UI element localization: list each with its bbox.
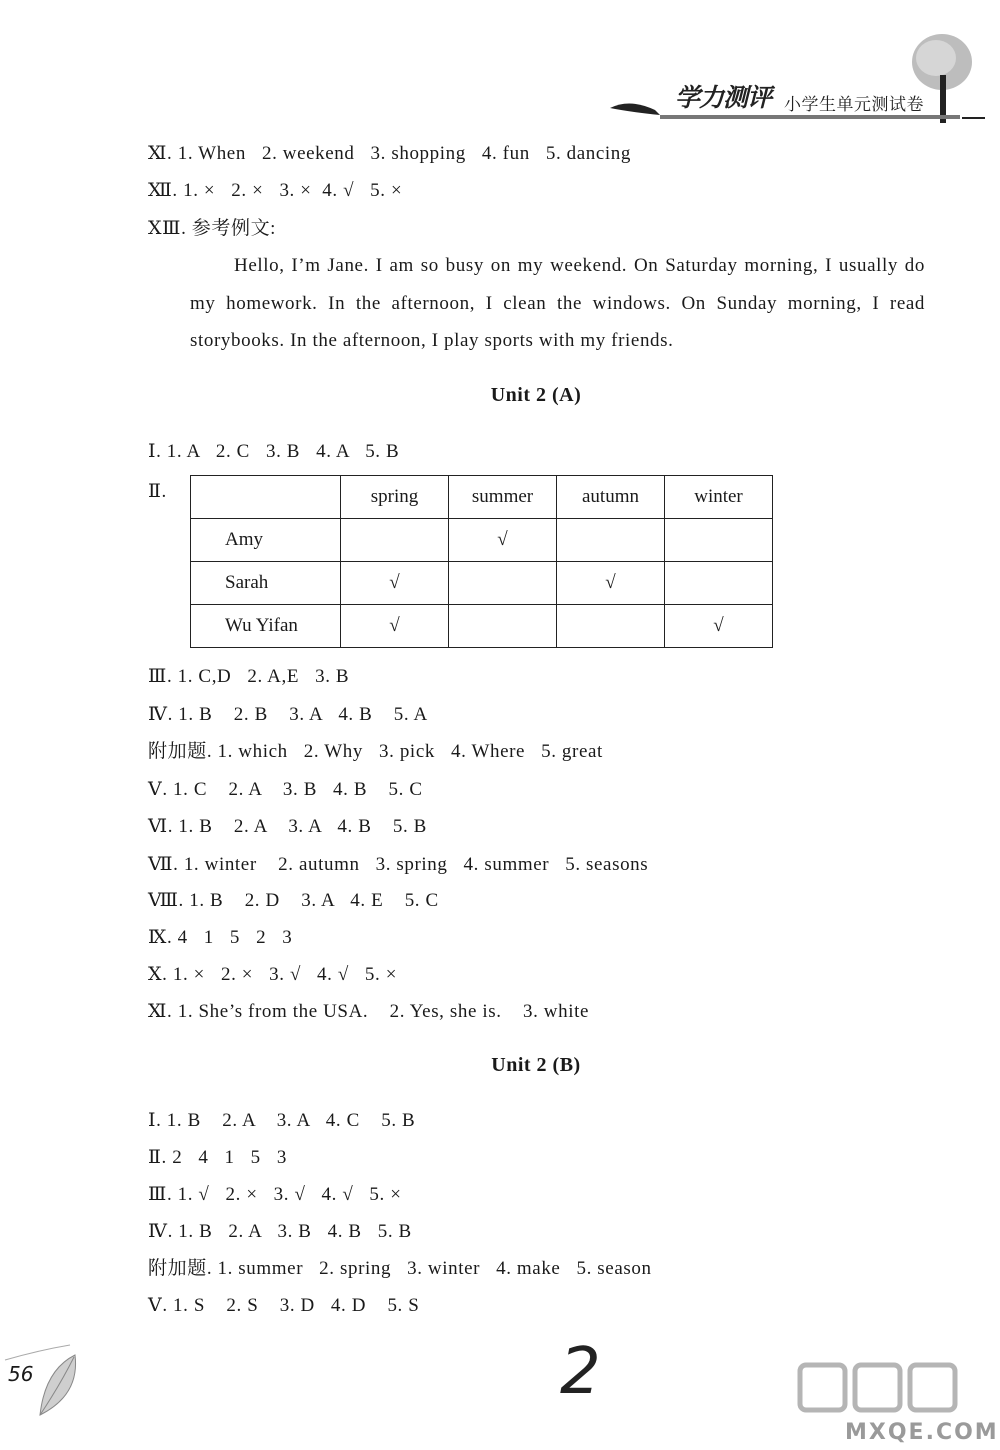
- unit-title-2a: Unit 2 (A): [490, 384, 582, 406]
- table-cell: √: [341, 562, 449, 605]
- header-logo: [600, 20, 990, 130]
- table-cell: √: [665, 605, 773, 648]
- table-label: Ⅱ.: [148, 481, 167, 502]
- answer-line: Ⅱ. 2 4 1 5 3: [148, 1146, 287, 1168]
- answer-line: Ⅺ. 1. When 2. weekend 3. shopping 4. fun 5. dancing: [148, 142, 632, 164]
- handwritten-mark: 2: [560, 1335, 601, 1409]
- unit-title-2b: Unit 2 (B): [491, 1054, 581, 1076]
- answer-line: 附加题. 1. which 2. Why 3. pick 4. Where 5. great: [148, 740, 603, 762]
- row-name: Wu Yifan: [191, 605, 341, 648]
- answer-line: Ⅶ. 1. winter 2. autumn 3. spring 4. summer 5. seasons: [148, 853, 649, 875]
- table-cell: [449, 605, 557, 648]
- table-cell: [557, 605, 665, 648]
- table-cell: √: [341, 605, 449, 648]
- table-row: [191, 562, 773, 605]
- answer-line: Ⅵ. 1. B 2. A 3. A 4. B 5. B: [148, 815, 427, 837]
- table-header-cell: spring: [341, 476, 449, 519]
- sample-essay: Hello, I’m Jane. I am so busy on my weekend. On Saturday morning, I usually do my homework. In the afternoon, I clean the windows. On Sunday morning, I read storybooks. In the afternoon, I play sports with my friends.: [190, 255, 925, 351]
- answer-line: Ⅴ. 1. S 2. S 3. D 4. D 5. S: [148, 1294, 420, 1316]
- row-name: Sarah: [191, 562, 341, 605]
- table-cell: [191, 476, 341, 519]
- table-cell: √: [557, 562, 665, 605]
- season-table: [190, 475, 773, 648]
- answer-line: Ⅰ. 1. A 2. C 3. B 4. A 5. B: [148, 440, 400, 462]
- row-name: Amy: [191, 519, 341, 562]
- table-cell: [341, 519, 449, 562]
- answer-line: Ⅷ. 1. B 2. D 3. A 4. E 5. C: [148, 889, 439, 911]
- answer-line: Ⅳ. 1. B 2. B 3. A 4. B 5. A: [148, 703, 428, 725]
- answer-line: Ⅻ. 1. × 2. × 3. × 4. √ 5. ×: [148, 179, 403, 201]
- answer-line: Ⅹ. 1. × 2. × 3. √ 4. √ 5. ×: [148, 963, 398, 985]
- page-number: 56: [8, 1362, 34, 1386]
- table-row: [191, 605, 773, 648]
- answer-line: Ⅲ. 1. C,D 2. A,E 3. B: [148, 665, 350, 687]
- table-cell: [665, 562, 773, 605]
- table-cell: [557, 519, 665, 562]
- table-cell: [449, 562, 557, 605]
- table-cell: [665, 519, 773, 562]
- table-header-row: [191, 476, 773, 519]
- table-header-cell: summer: [449, 476, 557, 519]
- table-header-cell: winter: [665, 476, 773, 519]
- watermark-text: MXQE.COM: [845, 1420, 999, 1445]
- answer-line: 附加题. 1. summer 2. spring 3. winter 4. make 5. season: [148, 1257, 652, 1279]
- table-row: [191, 519, 773, 562]
- answer-line: Ⅴ. 1. C 2. A 3. B 4. B 5. C: [148, 778, 423, 800]
- answer-line: Ⅲ. 1. √ 2. × 3. √ 4. √ 5. ×: [148, 1183, 402, 1205]
- brand-title: 学力测评: [675, 83, 772, 112]
- answer-line: Ⅺ. 1. She’s from the USA. 2. Yes, she is. 3. white: [148, 1000, 589, 1022]
- table-header-cell: autumn: [557, 476, 665, 519]
- answer-line: ⅩⅢ. 参考例文:: [148, 217, 277, 239]
- brand-subtitle: 小学生单元测试卷: [784, 95, 924, 115]
- table-cell: √: [449, 519, 557, 562]
- answer-line: Ⅸ. 4 1 5 2 3: [148, 926, 293, 948]
- answer-line: Ⅰ. 1. B 2. A 3. A 4. C 5. B: [148, 1109, 416, 1131]
- answer-line: Ⅳ. 1. B 2. A 3. B 4. B 5. B: [148, 1220, 412, 1242]
